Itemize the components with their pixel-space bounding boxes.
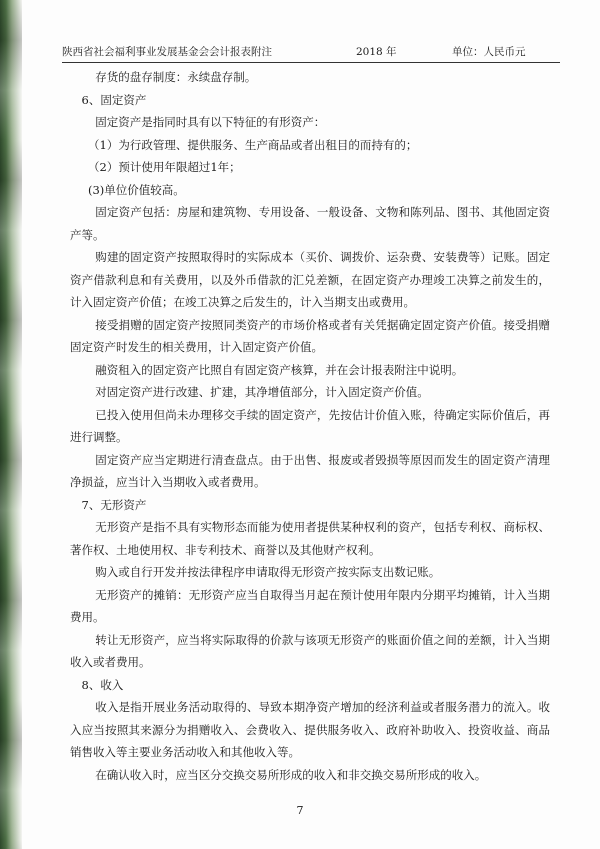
- header-rule: [62, 62, 560, 63]
- paragraph-intangible-recording: 购入或自行开发并按法律程序申请取得无形资产按实际支出数记账。: [95, 565, 441, 579]
- paragraph-purchase-cost: 购建的固定资产按照取得时的实际成本（买价、调拨价、运杂费、安装费等）记账。固定资产借款利息和有关费用，以及外币借款的汇兑差额，在固定资产办理竣工决算之前发生的，计入固定资产价值；在竣工决算之后发生的，计入当期支出或费用。: [70, 250, 550, 309]
- paragraph-inventory-check: 固定资产应当定期进行清查盘点。由于出售、报废或者毁损等原因而发生的固定资产清理净损益，应当计入当期收入或者费用。: [70, 452, 550, 489]
- paragraph-inventory-system: 存货的盘存制度：永续盘存制。: [95, 70, 257, 84]
- section-heading-fixed-assets: 6、固定资产: [81, 92, 147, 107]
- paragraph-revenue-definition: 收入是指开展业务活动取得的、导致本期净资产增加的经济利益或者服务潜力的流入。收入应当按照其来源分为捐赠收入、会费收入、提供服务收入、政府补助收入、投资收益、商品销售收入等主要业务活动收入和其他收入等。: [70, 700, 550, 759]
- paragraph-intangible-transfer: 转让无形资产，应当将实际取得的价款与该项无形资产的账面价值之间的差额，计入当期收入或者费用。: [70, 632, 550, 669]
- header-unit: 单位：人民币元: [452, 46, 526, 58]
- paragraph-estimated-value: 已投入使用但尚未办理移交手续的固定资产，先按估计价值入账，待确定实际价值后，再进行调整。: [70, 407, 550, 444]
- page-content: [70, 66, 550, 786]
- paragraph-renovation: 对固定资产进行改建、扩建，其净增值部分，计入固定资产价值。: [95, 385, 429, 399]
- list-item-1: （1）为行政管理、提供服务、生产商品或者出租目的而持有的；: [88, 137, 418, 152]
- page-number: 7: [296, 804, 304, 817]
- paragraph-fixed-assets-types: 固定资产包括：房屋和建筑物、专用设备、一般设备、文物和陈列品、图书、其他固定资产等。: [70, 205, 550, 242]
- paragraph-fixed-assets-definition: 固定资产是指同时具有以下特征的有形资产：: [95, 115, 326, 129]
- scan-binding-edge: [0, 0, 22, 849]
- section-heading-intangible-assets: 7、无形资产: [81, 497, 147, 512]
- page-header: [62, 44, 560, 60]
- list-item-3: (3)单位价值较高。: [88, 182, 185, 197]
- paragraph-leased-assets: 融资租入的固定资产比照自有固定资产核算，并在会计报表附注中说明。: [95, 362, 464, 377]
- header-title: 陕西省社会福利事业发展基金会会计报表附注: [62, 46, 272, 58]
- header-year: 2018 年: [356, 46, 397, 58]
- paragraph-amortization: 无形资产的摊销：无形资产应当自取得当月起在预计使用年限内分期平均摊销，计入当期费用。: [70, 587, 550, 624]
- paragraph-intangible-definition: 无形资产是指不具有实物形态而能为使用者提供某种权利的资产，包括专利权、商标权、著作权、土地使用权、非专利技术、商誉以及其他财产权利。: [70, 520, 550, 557]
- list-item-2: （2）预计使用年限超过1年；: [88, 160, 241, 174]
- paragraph-donated-assets: 接受捐赠的固定资产按照同类资产的市场价格或者有关凭据确定固定资产价值。接受捐赠固定资产时发生的相关费用，计入固定资产价值。: [70, 317, 550, 354]
- paragraph-revenue-recognition: 在确认收入时，应当区分交换交易所形成的收入和非交换交易所形成的收入。: [95, 767, 487, 782]
- section-heading-revenue: 8、收入: [81, 677, 124, 692]
